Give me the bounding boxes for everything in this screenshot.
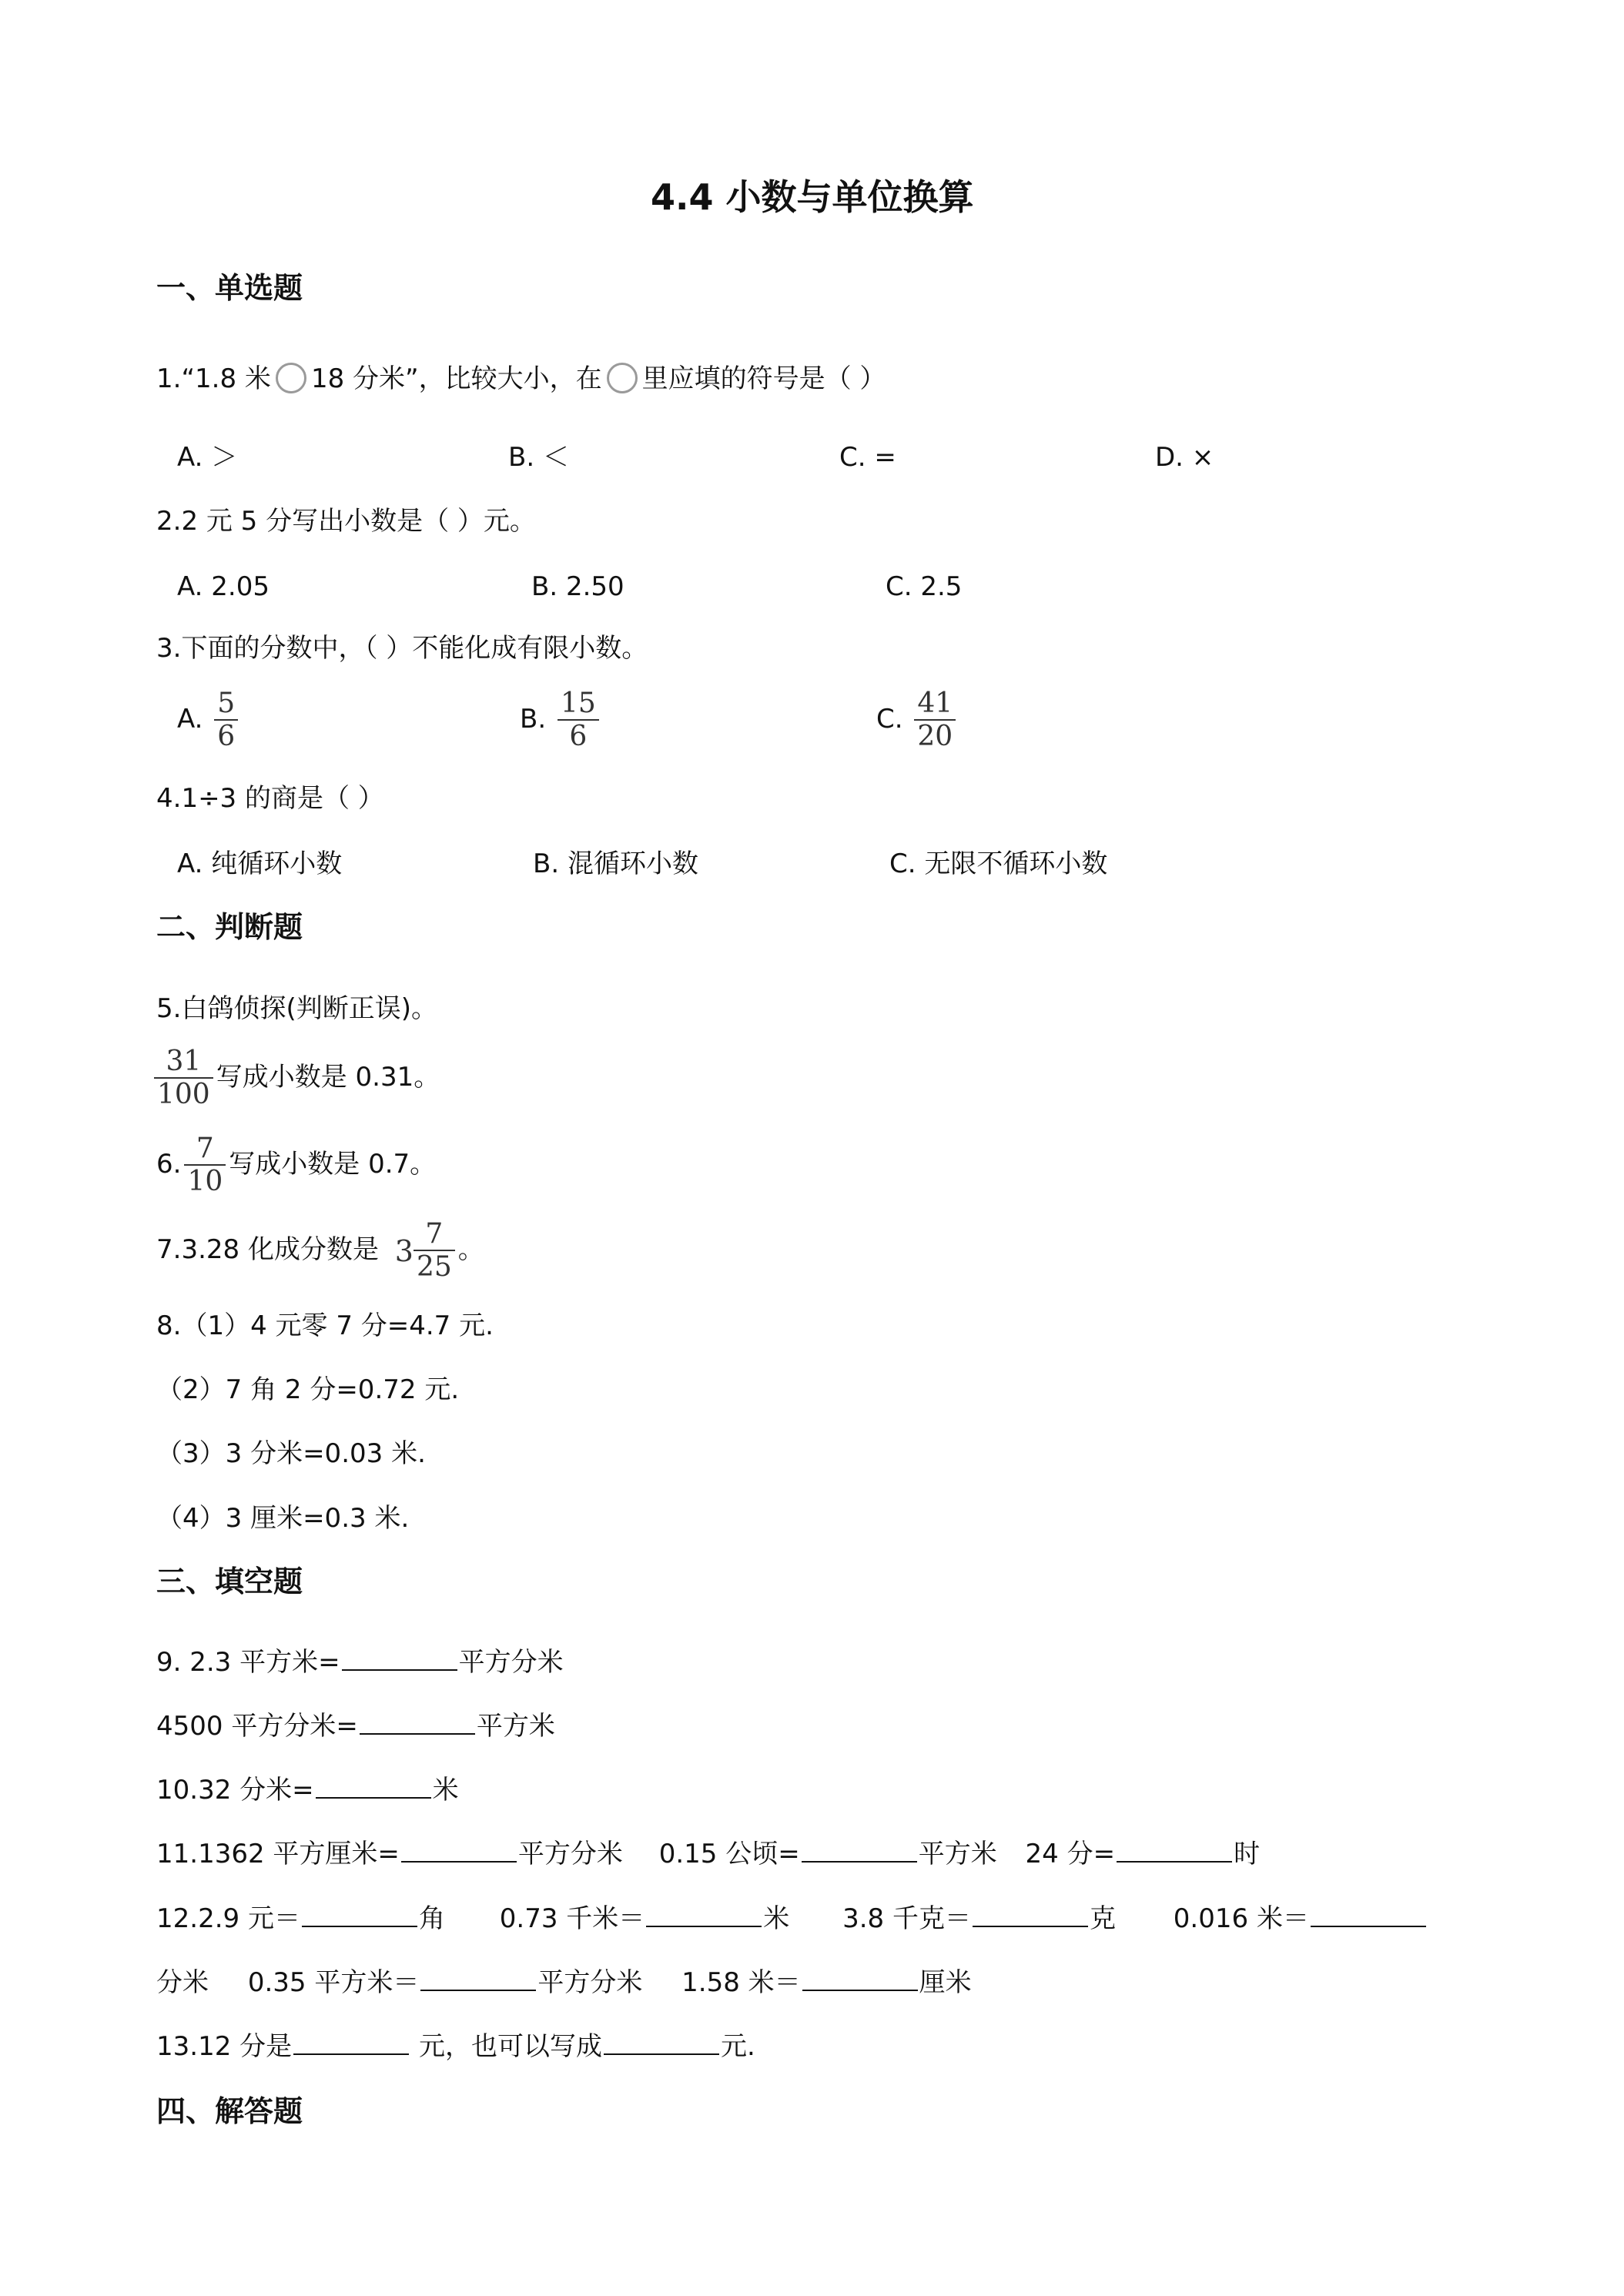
fraction: [414, 1220, 455, 1282]
answer-blank[interactable]: [360, 1710, 475, 1735]
section-heading-answer: 四、解答题: [156, 2094, 303, 2128]
question-6-prefix: 6.: [156, 1149, 182, 1180]
question-9-line-2: [156, 1709, 555, 1743]
question-3: 3.下面的分数中，（ ）不能化成有限小数。: [156, 633, 648, 664]
fraction: [914, 689, 956, 751]
question-7-text: 7.3.28 化成分数是: [156, 1234, 379, 1265]
option-label: C.: [876, 704, 903, 735]
question-4: 4.1÷3 的商是（ ）: [156, 783, 384, 814]
unit-label: 米: [432, 1775, 459, 1806]
unit-label: 平方米: [918, 1839, 997, 1869]
question-5-tail: 写成小数是 0.31。: [216, 1062, 440, 1093]
fraction-denominator: 6: [217, 721, 236, 752]
question-9-text: 4500 平方分米=: [156, 1711, 358, 1742]
fraction-denominator: 25: [416, 1251, 452, 1283]
fraction-numerator: 31: [166, 1046, 202, 1077]
answer-blank[interactable]: [973, 1903, 1088, 1927]
option-1d: D. ×: [1155, 442, 1214, 473]
question-8-line-2: （2）7 角 2 分=0.72 元.: [156, 1374, 460, 1405]
question-2: 2.2 元 5 分写出小数是（ ）元。: [156, 506, 536, 537]
option-2b: B. 2.50: [531, 571, 624, 602]
unit-label: 米: [763, 1903, 790, 1934]
option-2a: A. 2.05: [177, 571, 270, 602]
question-12-line-2: [156, 1966, 972, 2000]
option-3a: [177, 689, 241, 751]
mixed-number-whole: 3: [394, 1233, 414, 1268]
question-13-text: 13.12 分是: [156, 2031, 293, 2062]
fraction: [154, 1047, 213, 1110]
question-8-line-4: （4）3 厘米=0.3 米.: [156, 1503, 410, 1534]
question-12-text: 3.8 千克＝: [842, 1903, 971, 1934]
question-11-text: 0.15 公顷=: [658, 1839, 800, 1869]
question-11-text: 24 分=: [1025, 1839, 1116, 1869]
page-title: 4.4 小数与单位换算: [651, 176, 974, 218]
section-heading-true-false: 二、判断题: [156, 910, 303, 944]
option-3c: [876, 689, 959, 751]
question-9-text: 9. 2.3 平方米=: [156, 1647, 340, 1678]
fraction-numerator: 41: [917, 688, 953, 719]
question-1-text-c: 里应填的符号是（ ）: [641, 363, 886, 394]
fraction-numerator: 5: [217, 688, 236, 719]
option-label: A.: [177, 704, 203, 735]
fraction-numerator: 7: [196, 1133, 214, 1164]
fraction-denominator: 20: [917, 721, 953, 752]
unit-label: 分米: [156, 1967, 209, 1998]
unit-label: 平方米: [476, 1711, 555, 1742]
answer-blank[interactable]: [401, 1838, 517, 1863]
option-4b: B. 混循环小数: [533, 848, 698, 879]
answer-blank[interactable]: [802, 1838, 917, 1863]
fraction-denominator: 100: [157, 1079, 210, 1110]
unit-label: 角: [418, 1903, 445, 1934]
answer-blank[interactable]: [302, 1903, 417, 1927]
fraction-denominator: 6: [569, 721, 588, 752]
question-5-statement: [154, 1047, 440, 1110]
unit-label: 元.: [720, 2031, 755, 2062]
question-10-text: 10.32 分米=: [156, 1775, 314, 1806]
unit-label: 平方分米: [537, 1967, 643, 1998]
question-11: [156, 1837, 1260, 1871]
unit-label: 克: [1089, 1903, 1116, 1934]
question-12-text: 12.2.9 元＝: [156, 1903, 300, 1934]
question-13: [156, 2030, 755, 2063]
fraction-numerator: 7: [425, 1218, 444, 1250]
fraction-denominator: 10: [187, 1166, 223, 1197]
fraction: [214, 689, 238, 751]
fraction: [184, 1134, 226, 1197]
option-1c: C. =: [839, 442, 896, 473]
question-8-line-1: 8.（1）4 元零 7 分=4.7 元.: [156, 1310, 494, 1341]
option-3b: [520, 689, 602, 751]
answer-blank[interactable]: [420, 1966, 536, 1991]
question-12-text: 1.58 米＝: [681, 1967, 801, 1998]
answer-blank[interactable]: [646, 1903, 762, 1927]
answer-blank[interactable]: [316, 1774, 431, 1799]
question-6: [156, 1134, 436, 1197]
section-heading-fill-in: 三、填空题: [156, 1565, 303, 1598]
answer-blank[interactable]: [802, 1966, 918, 1991]
answer-blank[interactable]: [293, 2030, 409, 2055]
question-1-text-b: 18 分米”，比较大小，在: [310, 363, 602, 394]
unit-label: 厘米: [919, 1967, 972, 1998]
question-5: 5.白鸽侦探(判断正误)。: [156, 993, 437, 1024]
blank-circle-icon: [276, 363, 306, 393]
section-heading-single-choice: 一、单选题: [156, 271, 303, 305]
option-4a: A. 纯循环小数: [177, 848, 343, 879]
answer-blank[interactable]: [1311, 1903, 1426, 1927]
question-11-text: 11.1362 平方厘米=: [156, 1839, 400, 1869]
option-1a: A. ＞: [177, 442, 238, 473]
question-8-line-3: （3）3 分米=0.03 米.: [156, 1438, 426, 1469]
question-7-tail: 。: [457, 1234, 484, 1265]
option-4c: C. 无限不循环小数: [889, 848, 1108, 879]
question-10: [156, 1773, 459, 1807]
fraction-numerator: 15: [560, 688, 596, 719]
question-7: [156, 1220, 484, 1282]
answer-blank[interactable]: [1117, 1838, 1232, 1863]
fraction: [558, 689, 599, 751]
option-2c: C. 2.5: [886, 571, 963, 602]
answer-blank[interactable]: [342, 1646, 457, 1671]
question-13-text: 元，也可以写成: [410, 2031, 602, 2062]
question-1-text-a: 1.“1.8 米: [156, 363, 271, 394]
option-label: B.: [520, 704, 547, 735]
question-12-text: 0.35 平方米＝: [247, 1967, 420, 1998]
unit-label: 平方分米: [517, 1839, 623, 1869]
unit-label: 平方分米: [458, 1647, 564, 1678]
blank-circle-icon: [607, 363, 638, 393]
option-1b: B. ＜: [508, 442, 569, 473]
unit-label: 时: [1234, 1839, 1261, 1869]
question-9-line-1: [156, 1645, 564, 1679]
question-12-text: 0.73 千米＝: [499, 1903, 645, 1934]
question-6-tail: 写成小数是 0.7。: [229, 1149, 437, 1180]
question-12-text: 0.016 米＝: [1173, 1903, 1309, 1934]
question-12-line-1: [156, 1902, 1428, 1936]
answer-blank[interactable]: [604, 2030, 719, 2055]
question-1: [156, 362, 886, 398]
